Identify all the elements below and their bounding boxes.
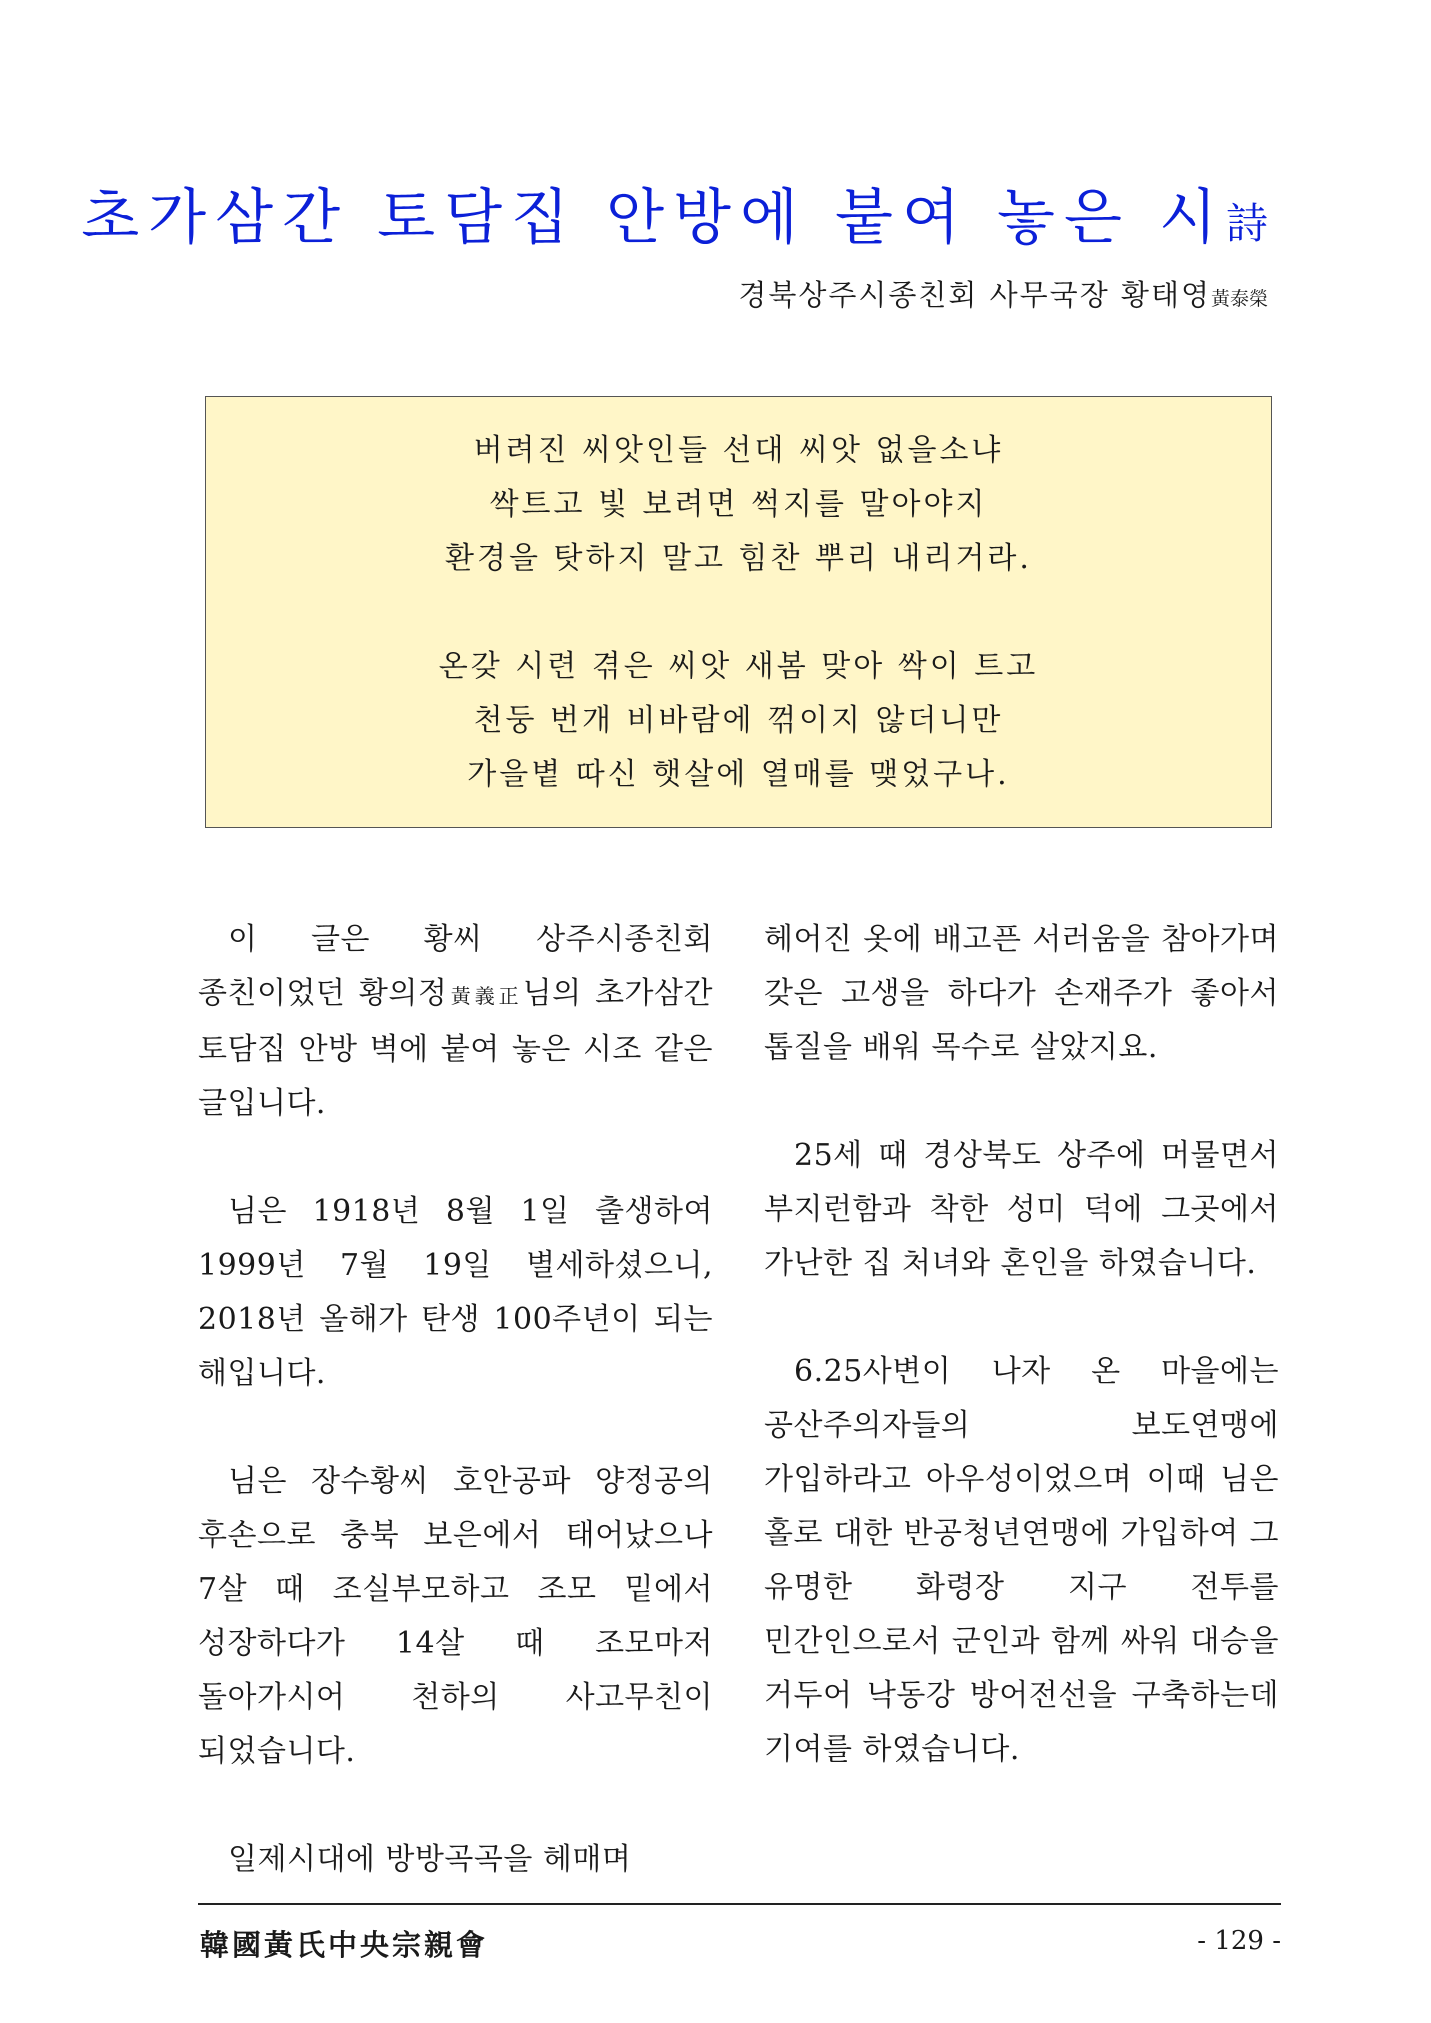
page-title [81, 182, 1268, 254]
footer-organization: 韓國黃氏中央宗親會 [200, 1928, 489, 1962]
body-paragraph: 6.25사변이 나자 온 마을에는 공산주의자들의 보도연맹에 가입하라고 아우성이었으며 이때 님은 홀로 대한 반공청년연맹에 가입하여 그 유명한 화령장 지구 전투를 민간인으로서 군인과 함께 싸워 대승을 거두어 낙동강 방어전선을 구축하는데 기여를 하였습니다. [764, 1354, 1279, 1767]
poem-line: 환경을 탓하지 말고 힘찬 뿌리 내리거라. [445, 541, 1032, 576]
poem-line: 싹트고 빛 보려면 썩지를 말아야지 [489, 487, 988, 522]
title-text: 초가삼간 토담집 안방에 붙여 놓은 시 [81, 183, 1226, 253]
title-hanja: 詩 [1225, 199, 1268, 248]
poem-box [205, 396, 1272, 828]
body-paragraph: 25세 때 경상북도 상주에 머물면서 부지런함과 착한 성미 덕에 그곳에서 가난한 집 처녀와 혼인을 하였습니다. [764, 1138, 1279, 1281]
byline-hanja: 黃泰榮 [1210, 288, 1268, 310]
author-byline [738, 278, 1268, 313]
body-column-left [198, 913, 713, 1887]
poem-stanza [206, 424, 1271, 586]
body-paragraph: 님은 장수황씨 호안공파 양정공의 후손으로 충북 보은에서 태어났으나 7살 때 조실부모하고 조모 밑에서 성장하다가 14살 때 조모마저 돌아가시어 천하의 사고무친이 되었습니다. [198, 1464, 713, 1769]
paragraph-text: 님의 초가삼간 토담집 안방 벽에 붙여 놓은 시조 같은 글입니다. [198, 976, 713, 1121]
body-paragraph [198, 913, 713, 1131]
body-paragraph: 님은 1918년 8월 1일 출생하여 1999년 7월 19일 별세하셨으니, 2018년 올해가 탄생 100주년이 되는 해입니다. [198, 1194, 713, 1391]
poem-stanza [206, 640, 1271, 802]
body-column-right [764, 913, 1279, 1777]
page-number: - 129 - [1197, 1926, 1281, 1956]
poem-line: 온갖 시련 겪은 씨앗 새봄 맞아 싹이 트고 [438, 649, 1039, 684]
body-paragraph: 헤어진 옷에 배고픈 서러움을 참아가며 갖은 고생을 하다가 손재주가 좋아서 톱질을 배워 목수로 살았지요. [764, 922, 1279, 1065]
footer-divider [198, 1903, 1281, 1905]
name-hanja: 黃義正 [447, 984, 523, 1008]
body-paragraph: 일제시대에 방방곡곡을 헤매며 [228, 1842, 632, 1877]
poem-line: 버려진 씨앗인들 선대 씨앗 없을소냐 [473, 433, 1004, 468]
byline-text: 경북상주시종친회 사무국장 황태영 [738, 278, 1211, 312]
poem-line: 천둥 번개 비바람에 꺾이지 않더니만 [473, 703, 1004, 738]
paragraph-text: 이 글은 황씨 상주시종친회 종친이었던 황의정 [198, 922, 713, 1011]
poem-line: 가을볕 따신 햇살에 열매를 맺었구나. [467, 757, 1010, 792]
